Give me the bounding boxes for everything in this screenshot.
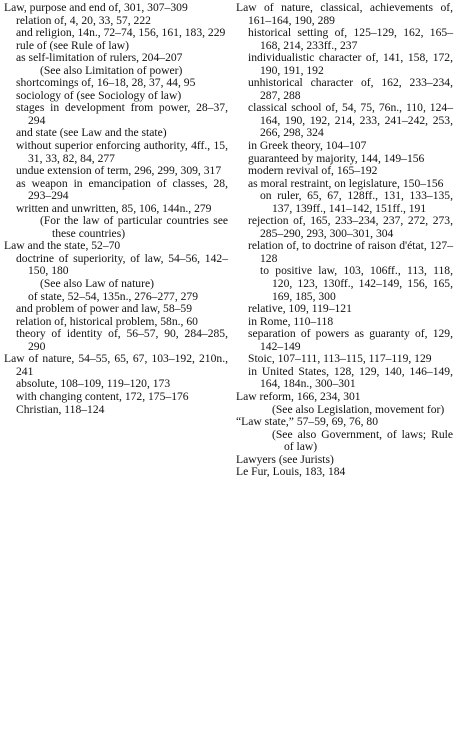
- index-subentry: theory of identity of, 56–57, 90, 284–285, 290: [16, 327, 228, 353]
- index-subentry: (See also Government, of laws; Rule of law): [272, 427, 453, 454]
- index-subentry: (See also Law of nature): [40, 277, 154, 291]
- index-subentry: as weapon in emancipation of classes, 28, 293–294: [16, 176, 228, 203]
- index-subentry: unhistorical character of, 162, 233–234, 287, 288: [248, 76, 453, 102]
- index-column-left: [4, 2, 228, 416]
- index-subentry: of state, 52–54, 135n., 276–277, 279: [28, 289, 199, 303]
- index-subentry: doctrine of superiority, of law, 54–56, 142–150, 180: [16, 251, 228, 278]
- index-subentry: absolute, 108–109, 119–120, 173: [16, 377, 171, 391]
- index-heading-entry: Law, purpose and end of, 301, 307–309: [4, 1, 188, 14]
- index-subentry: written and unwritten, 85, 106, 144n., 279: [16, 201, 212, 215]
- index-subentry: Christian, 118–124: [16, 402, 105, 416]
- index-subentry: and problem of power and law, 58–59: [16, 302, 193, 316]
- index-heading-entry: Law and the state, 52–70: [4, 239, 121, 253]
- index-subentry: on ruler, 65, 67, 128ff., 131, 133–135, 137, 139ff., 141–142, 151ff., 191: [260, 189, 453, 215]
- index-subentry: and religion, 14n., 72–74, 156, 161, 183, 229: [16, 26, 226, 40]
- index-subentry: to positive law, 103, 106ff., 113, 118, 120, 123, 130ff., 142–149, 156, 165, 169, 185, 300: [260, 264, 453, 303]
- index-subentry: in Greek theory, 104–107: [248, 139, 367, 153]
- index-heading-entry: Law of nature, classical, achievements of, 161–164, 190, 289: [236, 1, 453, 27]
- index-subentry: (See also Legislation, movement for): [272, 402, 445, 416]
- index-subentry: guaranteed by majority, 144, 149–156: [248, 151, 425, 165]
- index-subentry: in United States, 128, 129, 140, 146–149, 164, 184n., 300–301: [248, 364, 453, 391]
- index-subentry: relation of, historical problem, 58n., 60: [16, 314, 198, 328]
- index-subentry: as self-limitation of rulers, 204–207: [16, 51, 183, 65]
- index-subentry: as moral restraint, on legislature, 150–156: [248, 176, 444, 190]
- index-heading-entry: Le Fur, Louis, 183, 184: [236, 465, 346, 479]
- index-subentry: classical school of, 54, 75, 76n., 110, 124–164, 190, 192, 214, 233, 241–242, 253, 266, 298, 324: [248, 101, 453, 140]
- index-column-right: [236, 2, 453, 479]
- index-subentry: and state (see Law and the state): [16, 126, 167, 140]
- index-heading-entry: “Law state,” 57–59, 69, 76, 80: [236, 415, 378, 429]
- index-subentry: historical setting of, 125–129, 162, 165–168, 214, 233ff., 237: [248, 26, 453, 52]
- index-subentry: rejection of, 165, 233–234, 237, 272, 273, 285–290, 293, 300–301, 304: [248, 214, 453, 240]
- index-subentry: relative, 109, 119–121: [248, 302, 352, 316]
- index-heading-entry: Law of nature, 54–55, 65, 67, 103–192, 210n., 241: [4, 352, 228, 378]
- index-heading-entry: Lawyers (see Jurists): [236, 452, 334, 466]
- index-subentry: Stoic, 107–111, 113–115, 117–119, 129: [248, 352, 432, 366]
- index-subentry: relation of, 4, 20, 33, 57, 222: [16, 13, 151, 27]
- index-subentry: without superior enforcing authority, 4ff., 15, 31, 33, 82, 84, 277: [16, 139, 228, 165]
- index-heading-entry: Law reform, 166, 234, 301: [236, 389, 361, 403]
- index-subentry: sociology of (see Sociology of law): [16, 88, 182, 102]
- index-subentry: relation of, to doctrine of raison d'état, 127–128: [248, 239, 453, 265]
- index-subentry: shortcomings of, 16–18, 28, 37, 44, 95: [16, 76, 196, 90]
- index-subentry: (For the law of particular countries see these countries): [40, 214, 228, 240]
- index-subentry: in Rome, 110–118: [248, 314, 334, 328]
- index-subentry: undue extension of term, 296, 299, 309, 317: [16, 164, 222, 178]
- index-subentry: stages in development from power, 28–37, 294: [16, 101, 228, 127]
- index-subentry: modern revival of, 165–192: [248, 164, 378, 178]
- index-subentry: separation of powers as guaranty of, 129, 142–149: [248, 327, 453, 353]
- index-subentry: rule of (see Rule of law): [16, 38, 129, 52]
- index-subentry: (See also Limitation of power): [40, 63, 183, 77]
- index-subentry: individualistic character of, 141, 158, 172, 190, 191, 192: [248, 51, 453, 77]
- index-subentry: with changing content, 172, 175–176: [16, 389, 189, 403]
